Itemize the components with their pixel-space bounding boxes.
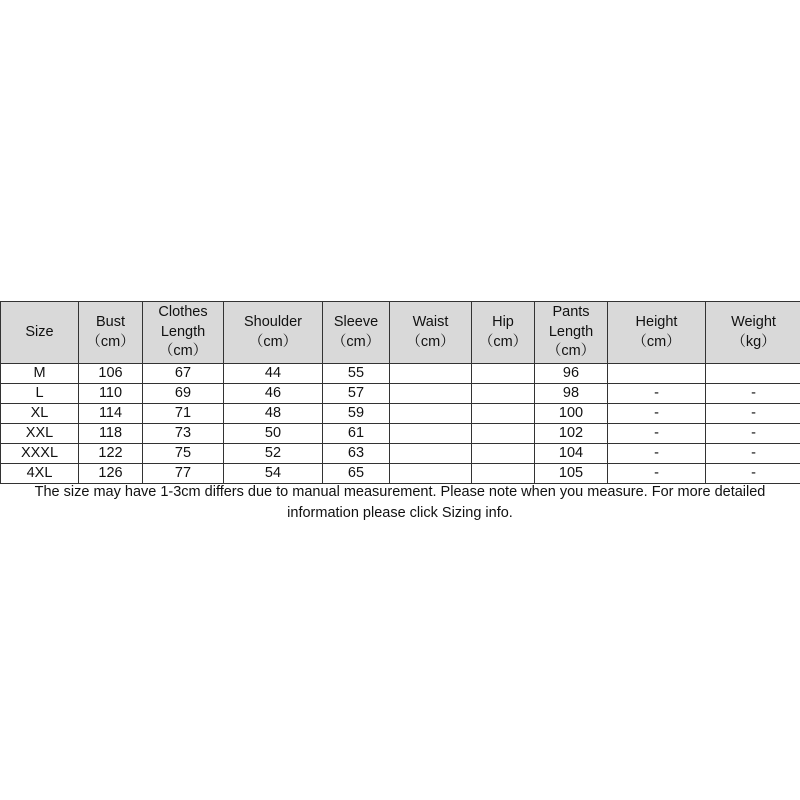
column-header bbox=[472, 302, 535, 364]
table-cell bbox=[390, 364, 472, 384]
table-cell bbox=[390, 424, 472, 444]
table-row bbox=[1, 444, 800, 464]
table-cell: 65 bbox=[323, 464, 390, 484]
table-cell: - bbox=[706, 424, 800, 444]
size-chart-table bbox=[0, 301, 800, 484]
table-cell: 63 bbox=[323, 444, 390, 464]
header-line: Shoulder bbox=[243, 314, 303, 330]
table-cell: - bbox=[706, 384, 800, 404]
table-cell: 50 bbox=[224, 424, 323, 444]
table-cell: 55 bbox=[323, 364, 390, 384]
size-note: The size may have 1-3cm differs due to manual measurement. Please note when you measure. For more detailed information please click Sizing info. bbox=[34, 484, 766, 521]
table-cell: 105 bbox=[535, 464, 608, 484]
table-cell: 114 bbox=[79, 404, 143, 424]
table-cell bbox=[390, 444, 472, 464]
header-line: （cm） bbox=[632, 333, 681, 350]
header-line: （cm） bbox=[158, 343, 208, 360]
table-cell bbox=[472, 424, 535, 444]
table-cell bbox=[706, 364, 800, 384]
table-cell: 73 bbox=[143, 424, 224, 444]
header-line: （cm） bbox=[331, 333, 381, 350]
table-cell: 118 bbox=[79, 424, 143, 444]
table-cell: 122 bbox=[79, 444, 143, 464]
table-cell: M bbox=[1, 364, 79, 384]
table-row bbox=[1, 424, 800, 444]
column-header bbox=[390, 302, 472, 364]
header-line: Pants bbox=[552, 304, 590, 321]
table-cell: 59 bbox=[323, 404, 390, 424]
table-cell: 126 bbox=[79, 464, 143, 484]
table-cell bbox=[390, 404, 472, 424]
table-cell: 110 bbox=[79, 384, 143, 404]
table-cell bbox=[472, 364, 535, 384]
header-line: Length bbox=[548, 323, 594, 340]
table-cell bbox=[608, 364, 706, 384]
header-line: （cm） bbox=[86, 333, 135, 350]
table-cell: 98 bbox=[535, 384, 608, 404]
header-line: Hip bbox=[492, 314, 514, 330]
column-header bbox=[535, 302, 608, 364]
table-cell: 106 bbox=[79, 364, 143, 384]
table-cell: 100 bbox=[535, 404, 608, 424]
header-line: Size bbox=[25, 323, 54, 340]
table-cell: 69 bbox=[143, 384, 224, 404]
header-line: （cm） bbox=[546, 343, 596, 360]
column-header bbox=[706, 302, 800, 364]
column-header bbox=[323, 302, 390, 364]
header-line: （cm） bbox=[406, 333, 455, 350]
table-cell: - bbox=[608, 384, 706, 404]
table-cell: 57 bbox=[323, 384, 390, 404]
column-header bbox=[79, 302, 143, 364]
table-cell: XXL bbox=[1, 424, 79, 444]
table-cell: XXXL bbox=[1, 444, 79, 464]
table-cell: - bbox=[706, 444, 800, 464]
column-header bbox=[1, 302, 79, 364]
header-line: Weight bbox=[731, 314, 776, 330]
table-cell: 71 bbox=[143, 404, 224, 424]
column-header bbox=[608, 302, 706, 364]
header-line: （cm） bbox=[248, 333, 298, 350]
table-cell bbox=[472, 464, 535, 484]
header-line: Waist bbox=[412, 314, 449, 330]
table-cell: L bbox=[1, 384, 79, 404]
table-cell bbox=[472, 404, 535, 424]
header-line: Clothes bbox=[158, 304, 208, 321]
header-line: Sleeve bbox=[333, 314, 379, 330]
table-cell: 67 bbox=[143, 364, 224, 384]
table-cell: - bbox=[608, 444, 706, 464]
table-row bbox=[1, 404, 800, 424]
table-cell: 44 bbox=[224, 364, 323, 384]
table-cell: 52 bbox=[224, 444, 323, 464]
table-cell: - bbox=[706, 464, 800, 484]
header-line: （kg） bbox=[731, 333, 776, 350]
table-row bbox=[1, 464, 800, 484]
table-cell bbox=[472, 444, 535, 464]
table-cell: - bbox=[608, 464, 706, 484]
table-cell: 54 bbox=[224, 464, 323, 484]
table-cell: 61 bbox=[323, 424, 390, 444]
header-line: Bust bbox=[95, 314, 125, 330]
table-cell bbox=[390, 384, 472, 404]
table-cell: 102 bbox=[535, 424, 608, 444]
table-cell: 46 bbox=[224, 384, 323, 404]
column-header bbox=[143, 302, 224, 364]
table-cell: 104 bbox=[535, 444, 608, 464]
header-row bbox=[1, 302, 800, 364]
table-cell: 96 bbox=[535, 364, 608, 384]
table-row bbox=[1, 364, 800, 384]
table-cell: 75 bbox=[143, 444, 224, 464]
table-cell bbox=[390, 464, 472, 484]
table-cell bbox=[472, 384, 535, 404]
table-cell: 4XL bbox=[1, 464, 79, 484]
table-cell: 77 bbox=[143, 464, 224, 484]
table-row bbox=[1, 384, 800, 404]
table-cell: 48 bbox=[224, 404, 323, 424]
table-cell: - bbox=[608, 424, 706, 444]
header-line: Length bbox=[160, 323, 206, 340]
table-cell: XL bbox=[1, 404, 79, 424]
header-line: Height bbox=[635, 314, 678, 330]
table-cell: - bbox=[706, 404, 800, 424]
table-cell: - bbox=[608, 404, 706, 424]
header-line: （cm） bbox=[478, 333, 528, 350]
column-header bbox=[224, 302, 323, 364]
